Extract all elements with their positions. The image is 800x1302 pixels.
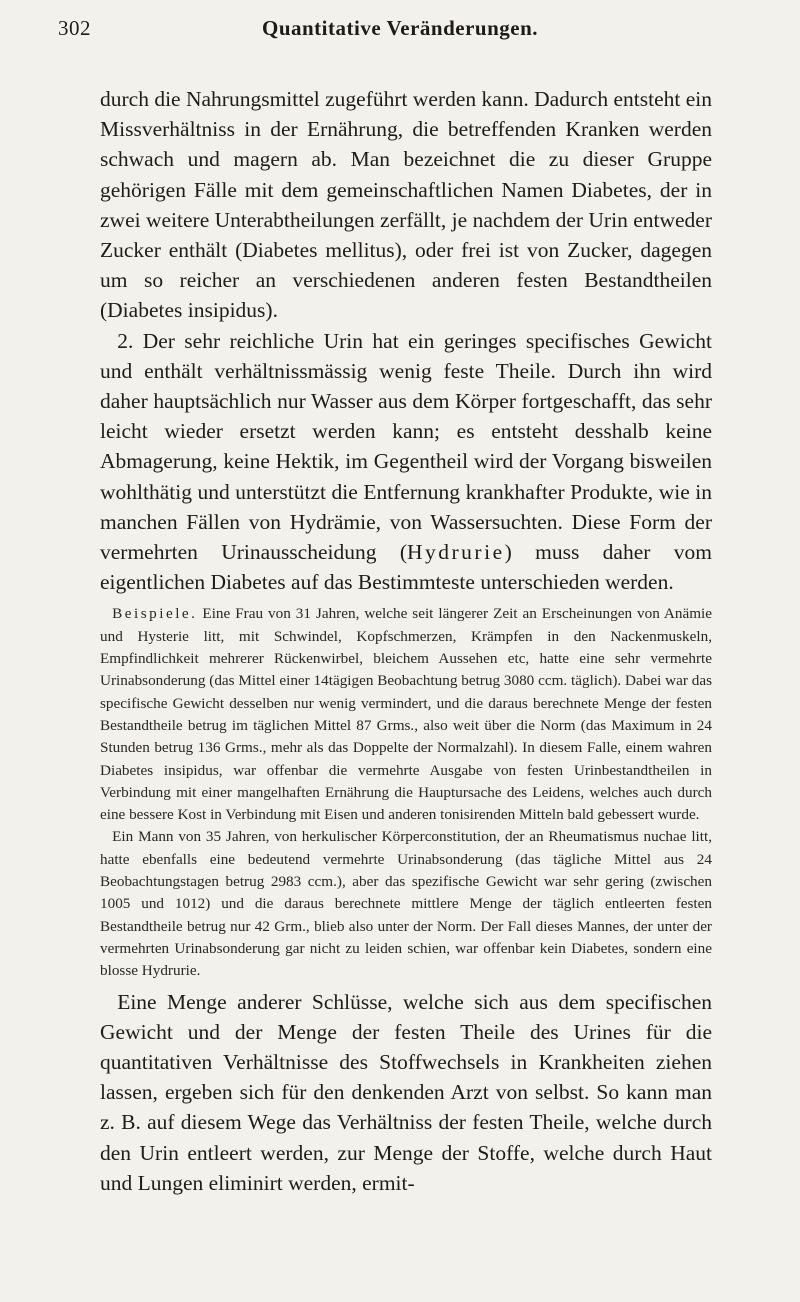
paragraph-text: ) muss daher vom eigentlichen Diabetes auf das Bestimmteste unterschieden werden.: [100, 540, 712, 595]
beispiele-heading: Beispiele.: [112, 605, 198, 623]
paragraph-beispiele: [100, 603, 712, 826]
running-head: Quantitative Veränderungen.: [261, 16, 539, 40]
paragraph-hydrurie: [100, 326, 712, 598]
paragraph-text: Eine Frau von 31 Jahren, welche seit längerer Zeit an Erscheinungen von Anämie und Hysterie litt, mit Schwindel, Kopfschmerzen, Krämpfen in den Nackenmuskeln, Empfindlichkeit mehrerer Rückenwirbel, bleichem Aussehen etc, hatte eine sehr vermehrte Urinabsonderung (das Mittel einer 14tägigen Beobachtung betrug 3080 ccm. täglich). Dabei war das specifische Gewicht desselben nur wenig vermindert, und die daraus berechnete Menge der festen Bestandtheile betrug im täglichen Mittel 87 Grms., also weit über die Norm (das Maximum in 24 Stunden betrug 136 Grms., mehr als das Doppelte der Normalzahl). In diesem Falle, einem wahren Diabetes insipidus, war offenbar die vermehrte Ausgabe von festen Urinbestandtheilen in Verbindung mit einer mangelhaften Ernährung die Hauptursache des Leidens, welches auch durch eine bessere Kost in Verbindung mit Eisen und anderen tonisirenden Mitteln bald gebessert wurde.: [100, 605, 712, 824]
paragraph-diabetes-definition: durch die Nahrungsmittel zugeführt werden kann. Dadurch entsteht ein Missverhältniss in der Ernährung, die betreffenden Kranken werden schwach und magern ab. Man bezeichnet die zu dieser Gruppe gehörigen Fälle mit dem gemeinschaftlichen Namen Diabetes, der in zwei weitere Unterabtheilungen zerfällt, je nachdem der Urin entweder Zucker enthält (Diabetes mellitus), oder frei ist von Zucker, dagegen um so reicher an verschiedenen anderen festen Bestandtheilen (Diabetes insipidus).: [100, 87, 712, 323]
page-header: [58, 16, 742, 46]
paragraph-text: 2. Der sehr reichliche Urin hat ein geringes specifisches Gewicht und enthält verhältnissmässig wenig feste Theile. Durch ihn wird daher hauptsächlich nur Wasser aus dem Körper fortgeschafft, das sehr leicht wieder ersetzt werden kann; es entsteht desshalb keine Abmagerung, keine Hektik, im Gegentheil wird der Vorgang bisweilen wohlthätig und unterstützt die Entfernung krankhafter Produkte, wie in manchen Fällen von Hydrämie, von Wassersuchten. Diese Form der vermehrten Urinausscheidung (: [100, 328, 712, 565]
paragraph-conclusions: Eine Menge anderer Schlüsse, welche sich aus dem specifischen Gewicht und der Menge der festen Theile des Urines für die quantitativen Verhältnisse des Stoffwechsels in Krankheiten ziehen lassen, ergeben sich für den denkenden Arzt von selbst. So kann man z. B. auf diesem Wege das Verhältniss der festen Theile, welche durch den Urin entleert werden, zur Menge der Stoffe, welche durch Haut und Lungen eliminirt werden, ermit-: [100, 989, 712, 1195]
page-body: [100, 84, 712, 1198]
paragraph-second-example: Ein Mann von 35 Jahren, von herkulischer Körperconstitution, der an Rheumatismus nuchae litt, hatte ebenfalls eine bedeutend vermehrte Urinabsonderung (das tägliche Mittel aus 24 Beobachtungstagen betrug 2983 ccm.), aber das spezifische Gewicht war sehr gering (zwischen 1005 und 1012) und die daraus berechnete mittlere Menge der täglich entleerten festen Bestandtheile betrug nur 42 Grm., blieb also unter der Norm. Der Fall dieses Mannes, der unter der vermehrten Urinabsonderung gar nicht zu leiden schien, war offenbar kein Diabetes, sondern eine blosse Hydrurie.: [100, 828, 712, 980]
page-number: 302: [58, 16, 91, 40]
term-hydrurie: Hydrurie: [407, 540, 505, 565]
